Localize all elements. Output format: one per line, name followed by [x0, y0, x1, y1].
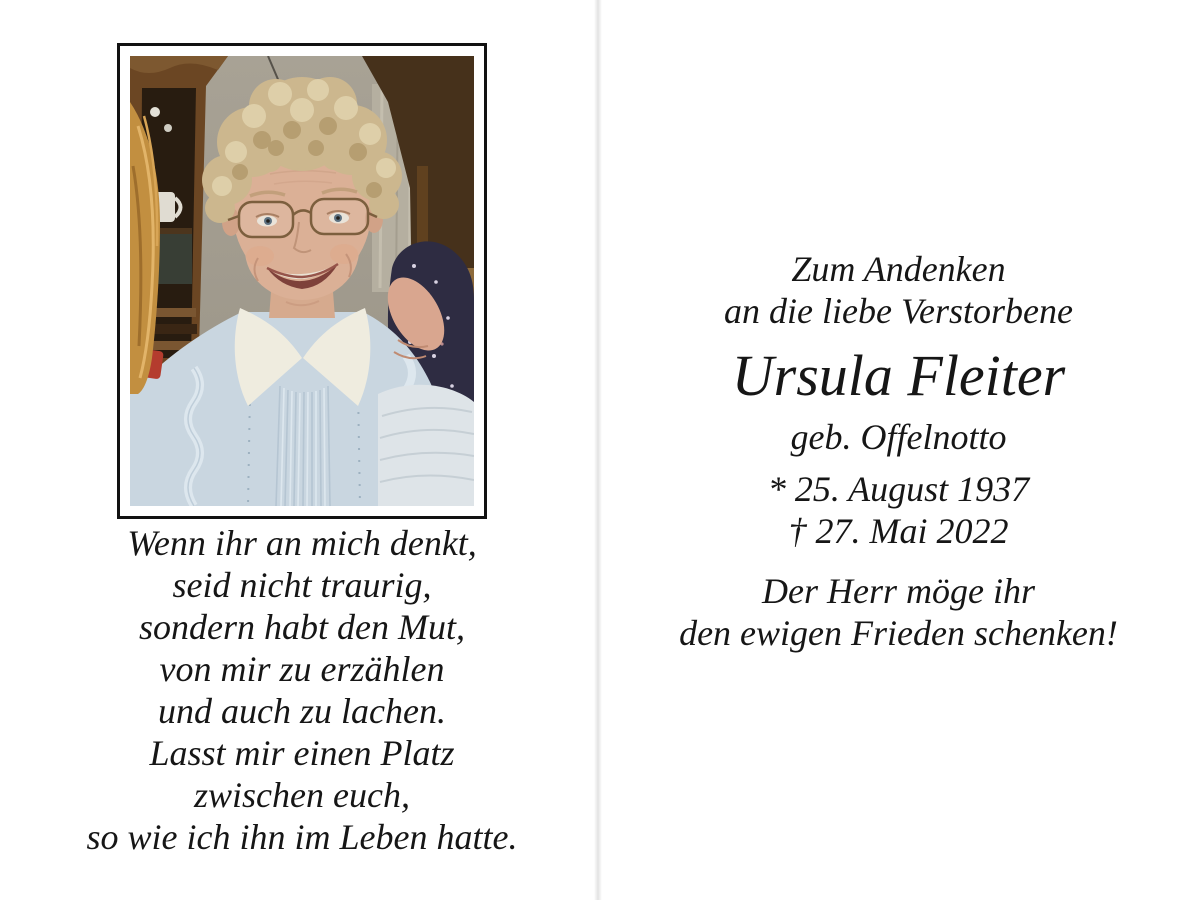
life-dates — [598, 468, 1199, 552]
poem-line-6: Lasst mir einen Platz — [149, 733, 455, 773]
poem-line-5: und auch zu lachen. — [158, 691, 446, 731]
portrait-photo — [130, 56, 474, 506]
card-right-panel — [598, 0, 1199, 900]
poem-line-2: seid nicht traurig, — [172, 565, 432, 605]
birth-date: * 25. August 1937 — [767, 469, 1030, 509]
poem-line-8: so wie ich ihn im Leben hatte. — [86, 817, 518, 857]
maiden-name: geb. Offelnotto — [790, 417, 1007, 457]
blessing-line-1: Der Herr möge ihr — [762, 571, 1035, 611]
death-date: † 27. Mai 2022 — [788, 511, 1009, 551]
memorial-poem — [0, 522, 604, 858]
poem-line-7: zwischen euch, — [194, 775, 410, 815]
poem-line-1: Wenn ihr an mich denkt, — [127, 523, 477, 563]
intro-line-2: an die liebe Verstorbene — [724, 291, 1073, 331]
intro-line-1: Zum Andenken — [791, 249, 1006, 289]
poem-line-3: sondern habt den Mut, — [139, 607, 465, 647]
memorial-intro — [598, 248, 1199, 332]
blessing-line-2: den ewigen Frieden schenken! — [679, 613, 1118, 653]
blessing-text — [598, 570, 1199, 654]
portrait-photo-frame — [117, 43, 487, 519]
poem-line-4: von mir zu erzählen — [159, 649, 445, 689]
deceased-name: Ursula Fleiter — [731, 343, 1066, 408]
